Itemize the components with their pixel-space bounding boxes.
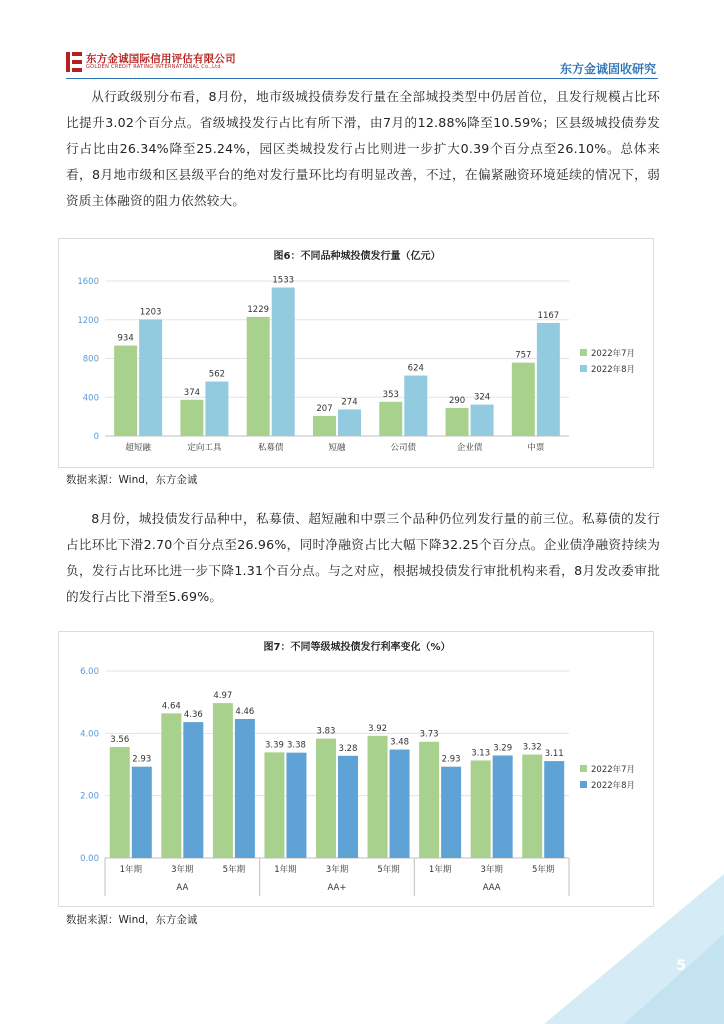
corner-decoration bbox=[544, 874, 724, 1024]
bar-aug bbox=[493, 755, 513, 858]
company-name-cn: 东方金诚国际信用评估有限公司 bbox=[86, 53, 236, 65]
data-label: 562 bbox=[208, 369, 226, 380]
chart-title: 图7：不同等级城投债发行利率变化（%） bbox=[263, 642, 451, 653]
x-tick-label: 超短融 bbox=[125, 443, 151, 453]
y-tick-label: 800 bbox=[82, 354, 99, 365]
group-label: AAA bbox=[482, 883, 501, 893]
bar-jul bbox=[213, 703, 233, 858]
bar-aug bbox=[205, 382, 228, 436]
figure-7-svg bbox=[59, 632, 653, 906]
legend-label: 2022年7月 bbox=[591, 349, 636, 359]
x-tick-label: 公司债 bbox=[390, 443, 417, 453]
bar-jul bbox=[316, 739, 336, 858]
data-label: 324 bbox=[473, 392, 491, 403]
company-name-en: GOLDEN CREDIT RATING INTERNATIONAL Co.,Ltd. bbox=[86, 64, 223, 70]
figure-6-chart bbox=[58, 238, 654, 468]
bar-aug bbox=[537, 323, 560, 436]
bar-jul bbox=[264, 752, 284, 858]
bar-jul bbox=[512, 363, 535, 436]
data-label: 374 bbox=[183, 387, 201, 398]
data-label: 3.48 bbox=[390, 737, 410, 748]
data-label: 3.32 bbox=[522, 742, 542, 753]
data-label: 2.93 bbox=[132, 754, 152, 765]
page-header bbox=[0, 0, 724, 82]
x-tick-label: 1年期 bbox=[428, 865, 452, 875]
data-label: 3.83 bbox=[316, 726, 336, 737]
data-label: 274 bbox=[341, 397, 358, 408]
x-tick-label: 1年期 bbox=[119, 865, 142, 875]
data-label: 1167 bbox=[537, 310, 560, 321]
x-tick-label: 企业债 bbox=[456, 443, 483, 453]
bar-aug bbox=[132, 767, 152, 858]
logo-mark-icon bbox=[66, 52, 82, 72]
y-tick-label: 0.00 bbox=[80, 854, 99, 864]
data-label: 1203 bbox=[139, 307, 162, 318]
bar-jul bbox=[446, 408, 469, 436]
y-tick-label: 0 bbox=[93, 432, 99, 442]
data-label: 4.36 bbox=[183, 710, 203, 721]
y-tick-label: 1600 bbox=[77, 277, 99, 287]
data-label: 3.11 bbox=[544, 749, 564, 760]
x-tick-label: 定向工具 bbox=[187, 443, 222, 453]
bar-aug bbox=[139, 319, 162, 436]
y-tick-label: 6.00 bbox=[80, 667, 99, 677]
figure-6-svg bbox=[59, 239, 653, 467]
data-label: 2.93 bbox=[441, 754, 461, 765]
research-title: 东方金诚固收研究 bbox=[559, 62, 656, 76]
bar-jul bbox=[379, 402, 402, 436]
data-label: 934 bbox=[117, 333, 134, 344]
bar-jul bbox=[313, 416, 336, 436]
company-logo bbox=[66, 50, 246, 76]
data-label: 290 bbox=[448, 395, 466, 406]
bar-aug bbox=[441, 767, 461, 858]
bar-jul bbox=[522, 755, 542, 858]
bar-aug bbox=[471, 405, 494, 436]
bar-jul bbox=[110, 747, 130, 858]
x-tick-label: 中票 bbox=[527, 443, 545, 453]
data-label: 3.73 bbox=[419, 729, 439, 740]
y-tick-label: 1200 bbox=[77, 315, 99, 326]
bar-jul bbox=[471, 760, 491, 858]
header-divider bbox=[66, 78, 658, 79]
data-label: 3.28 bbox=[338, 743, 358, 754]
bar-aug bbox=[286, 753, 306, 858]
legend-label: 2022年8月 bbox=[591, 781, 636, 791]
data-label: 207 bbox=[316, 403, 333, 414]
data-label: 3.13 bbox=[471, 748, 491, 759]
bar-jul bbox=[114, 346, 137, 436]
bar-jul bbox=[180, 400, 203, 436]
data-label: 624 bbox=[407, 363, 424, 374]
x-tick-label: 3年期 bbox=[325, 865, 349, 875]
bar-aug bbox=[338, 756, 358, 858]
bar-jul bbox=[247, 317, 270, 436]
y-tick-label: 4.00 bbox=[80, 729, 99, 740]
bar-aug bbox=[404, 376, 427, 436]
bar-jul bbox=[368, 736, 388, 858]
figure-7-source: 数据来源：Wind，东方金诚 bbox=[66, 914, 198, 926]
data-label: 3.38 bbox=[286, 740, 306, 751]
legend-label: 2022年7月 bbox=[591, 765, 636, 775]
group-label: AA+ bbox=[327, 883, 347, 893]
data-label: 353 bbox=[382, 389, 399, 400]
bar-jul bbox=[161, 713, 181, 858]
x-tick-label: 私募债 bbox=[257, 443, 284, 453]
paragraph-admin-level: 从行政级别分布看，8月份，地市级城投债券发行量在全部城投类型中仍居首位，且发行规模占比环比提升3.02个百分点。省级城投发行占比有所下滑，由7月的12.88%降至10.59%；区县级城投债券发行占比由26.34%降至25.24%，园区类城投发行占比则进一步扩大0.39个百分点至26.10%。总体来看，8月地市级和区县级平台的绝对发行量环比均有明显改善，不过，在偏紧融资环境延续的情况下，弱资质主体融资的阻力依然较大。 bbox=[66, 89, 660, 208]
y-tick-label: 400 bbox=[82, 393, 99, 404]
legend-swatch bbox=[580, 365, 587, 372]
data-label: 3.29 bbox=[493, 743, 513, 754]
x-tick-label: 5年期 bbox=[532, 865, 555, 875]
x-tick-label: 5年期 bbox=[222, 865, 246, 875]
bar-aug bbox=[235, 719, 255, 858]
data-label: 4.97 bbox=[213, 691, 233, 702]
bar-aug bbox=[544, 761, 564, 858]
figure-7-chart bbox=[58, 631, 654, 907]
x-tick-label: 1年期 bbox=[274, 865, 297, 875]
x-tick-label: 5年期 bbox=[377, 865, 400, 875]
data-label: 3.92 bbox=[368, 723, 388, 734]
data-label: 4.64 bbox=[161, 701, 181, 712]
data-label: 1533 bbox=[272, 275, 295, 286]
bar-aug bbox=[183, 722, 203, 858]
bar-jul bbox=[419, 742, 439, 858]
data-label: 757 bbox=[515, 350, 532, 361]
data-label: 4.46 bbox=[235, 706, 255, 717]
legend-swatch bbox=[580, 349, 587, 356]
chart-title: 图6：不同品种城投债发行量（亿元） bbox=[273, 251, 441, 262]
legend-label: 2022年8月 bbox=[591, 365, 636, 375]
legend-swatch bbox=[580, 765, 587, 772]
x-tick-label: 3年期 bbox=[171, 865, 194, 875]
group-label: AA bbox=[176, 883, 189, 893]
bar-aug bbox=[390, 750, 410, 858]
data-label: 1229 bbox=[247, 304, 270, 315]
data-label: 3.39 bbox=[264, 740, 284, 751]
data-label: 3.56 bbox=[110, 735, 130, 746]
bar-aug bbox=[338, 409, 361, 436]
x-tick-label: 3年期 bbox=[480, 865, 503, 875]
y-tick-label: 2.00 bbox=[80, 791, 99, 802]
bar-aug bbox=[272, 287, 295, 436]
figure-6-source: 数据来源：Wind，东方金诚 bbox=[66, 474, 198, 486]
x-tick-label: 短融 bbox=[328, 443, 346, 453]
page-number: 5 bbox=[676, 958, 686, 974]
legend-swatch bbox=[580, 781, 587, 788]
paragraph-bond-types: 8月份，城投债发行品种中，私募债、超短融和中票三个品种仍位列发行量的前三位。私募债的发行占比环比下滑2.70个百分点至26.96%，同时净融资占比大幅下降32.25个百分点。企业债净融资持续为负，发行占比环比进一步下降1.31个百分点。与之对应，根据城投债发行审批机构来看，8月发改委审批的发行占比下滑至5.69%。 bbox=[66, 511, 660, 604]
